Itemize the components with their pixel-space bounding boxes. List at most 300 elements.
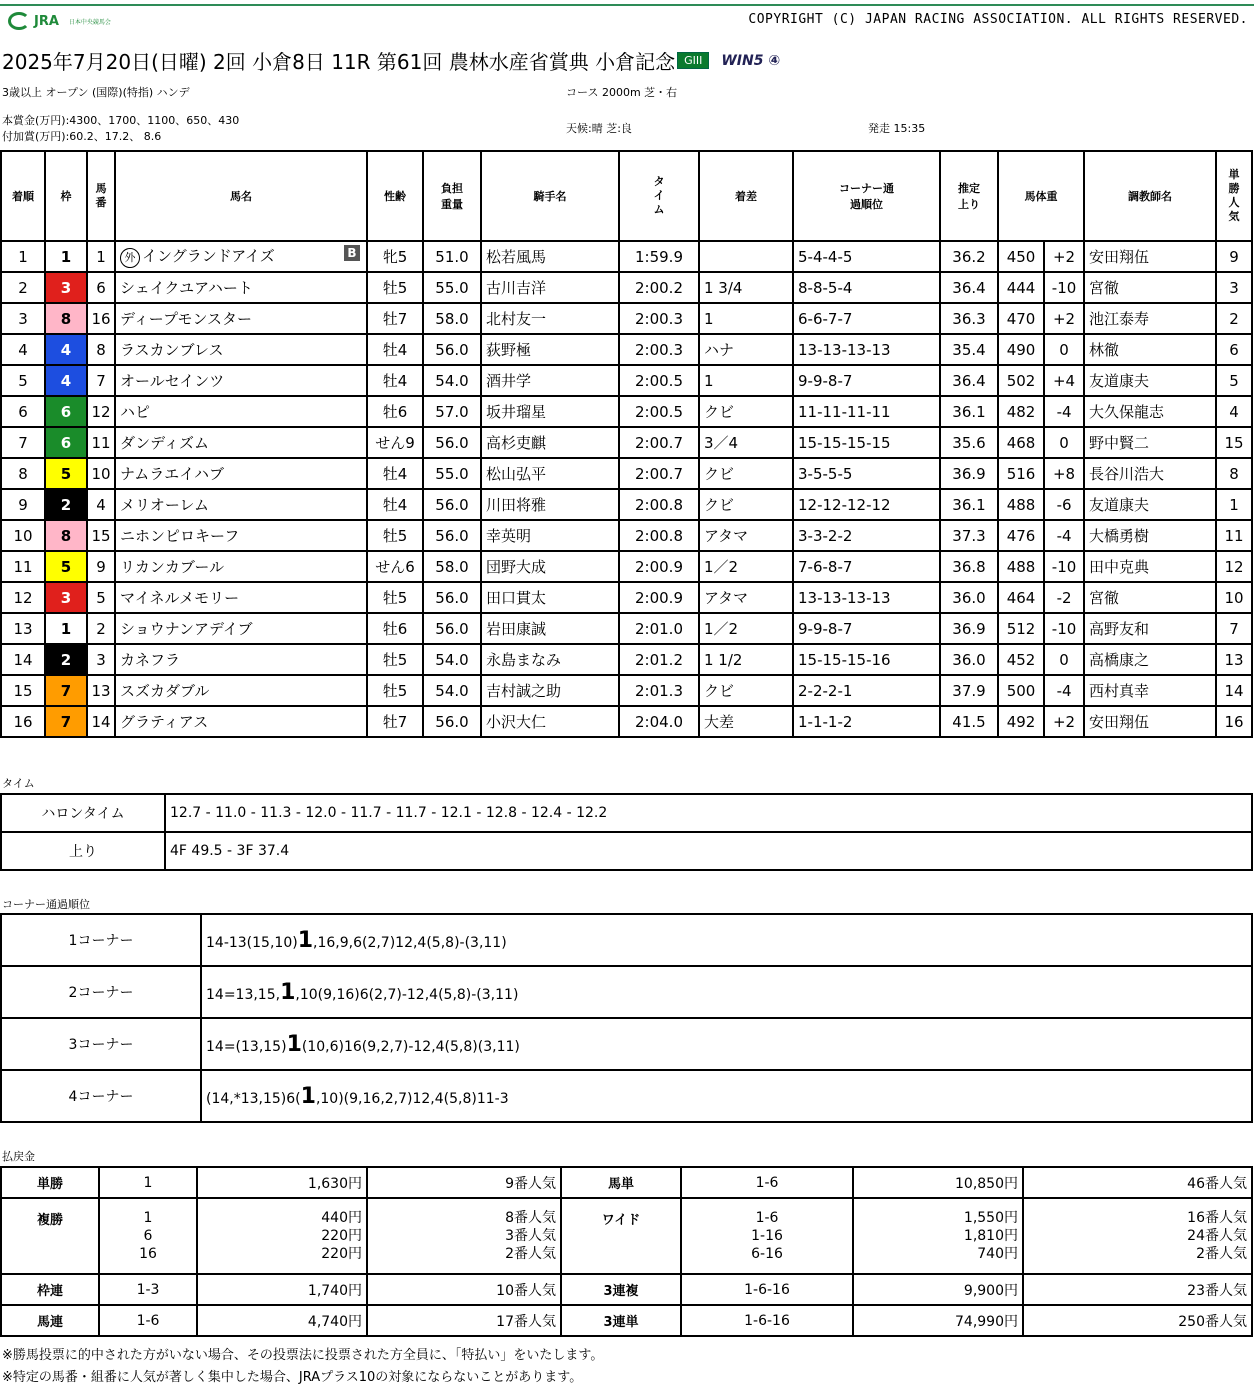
payout-row-tansho	[1, 1167, 1252, 1198]
col-corner	[793, 151, 940, 241]
fukusho-pop: 8番人気	[505, 1210, 556, 1226]
trainer-name[interactable]: 池江泰寿	[1084, 303, 1216, 334]
result-rank: 4	[1, 334, 45, 365]
result-num: 13	[87, 675, 115, 706]
result-sexage: 牡4	[367, 365, 423, 396]
result-waku	[45, 644, 87, 675]
trainer-name[interactable]: 大久保龍志	[1084, 396, 1216, 427]
fukusho-amount: 220円	[321, 1228, 362, 1244]
fukusho-amount: 440円	[321, 1210, 362, 1226]
jockey-name[interactable]: 小沢大仁	[481, 706, 619, 737]
result-last: 35.4	[940, 334, 998, 365]
result-row	[1, 241, 1252, 272]
result-margin: 1／2	[699, 551, 793, 582]
weather-info: 天候:晴 芝:良	[566, 122, 632, 135]
result-row	[1, 582, 1252, 613]
col-weight	[423, 151, 481, 241]
sanrentan-pop: 250番人気	[1023, 1305, 1252, 1336]
horse-name-text: ニホンピロキーフ	[120, 527, 240, 545]
result-body-diff: 0	[1044, 334, 1084, 365]
result-row	[1, 551, 1252, 582]
corner-order-pre: (14,*13,15)6(	[206, 1090, 301, 1107]
result-rank: 2	[1, 272, 45, 303]
result-rank: 12	[1, 582, 45, 613]
result-body-diff: +2	[1044, 303, 1084, 334]
foreign-mark-icon: 外	[120, 248, 140, 268]
trainer-name[interactable]: 西村真幸	[1084, 675, 1216, 706]
result-sexage: 牡5	[367, 675, 423, 706]
jockey-name[interactable]: 荻野極	[481, 334, 619, 365]
result-margin: 1 3/4	[699, 272, 793, 303]
result-num: 6	[87, 272, 115, 303]
fukusho-label: 複勝	[1, 1198, 99, 1274]
result-row	[1, 675, 1252, 706]
trainer-name[interactable]: 宮徹	[1084, 272, 1216, 303]
result-rank: 9	[1, 489, 45, 520]
horse-name[interactable]	[115, 458, 367, 489]
trainer-name[interactable]: 友道康夫	[1084, 365, 1216, 396]
result-num: 1	[87, 241, 115, 272]
result-body: 488	[998, 551, 1044, 582]
result-body-diff: +4	[1044, 365, 1084, 396]
time-table	[0, 793, 1253, 871]
sanrenpuku-combo: 1-6-16	[681, 1274, 853, 1305]
result-corner: 9-9-8-7	[793, 365, 940, 396]
horse-name[interactable]	[115, 489, 367, 520]
wakuren-label: 枠連	[1, 1274, 99, 1305]
waku-badge: 3	[46, 583, 86, 612]
result-body: 468	[998, 427, 1044, 458]
result-pop: 8	[1216, 458, 1252, 489]
result-last: 36.4	[940, 365, 998, 396]
jockey-name[interactable]: 松山弘平	[481, 458, 619, 489]
jockey-name[interactable]: 永島まなみ	[481, 644, 619, 675]
note-jra-plus10: ※特定の馬番・組番に人気が著しく集中した場合、JRAプラス10の対象にならないことがあります。	[2, 1370, 583, 1385]
result-weight: 56.0	[423, 334, 481, 365]
horse-name[interactable]	[115, 675, 367, 706]
result-time: 2:00.7	[619, 427, 699, 458]
horse-name-text: メリオーレム	[120, 496, 209, 514]
jockey-name[interactable]: 岩田康誠	[481, 613, 619, 644]
result-corner: 5-4-4-5	[793, 241, 940, 272]
horse-name[interactable]	[115, 272, 367, 303]
result-body-diff: -4	[1044, 520, 1084, 551]
results-table	[0, 150, 1253, 738]
result-body-diff: -10	[1044, 613, 1084, 644]
result-waku	[45, 582, 87, 613]
result-sexage: せん6	[367, 551, 423, 582]
result-waku	[45, 613, 87, 644]
result-margin: 大差	[699, 706, 793, 737]
result-last: 41.5	[940, 706, 998, 737]
result-sexage: 牡7	[367, 706, 423, 737]
fukusho-combos	[99, 1198, 197, 1274]
course-info: コース 2000m 芝・右	[566, 86, 678, 99]
col-name: 馬名	[115, 151, 367, 241]
result-row	[1, 613, 1252, 644]
result-waku	[45, 241, 87, 272]
result-rank: 7	[1, 427, 45, 458]
result-pop: 6	[1216, 334, 1252, 365]
result-rank: 11	[1, 551, 45, 582]
col-corner-label: コーナー通過順位	[839, 182, 894, 211]
waku-badge: 2	[46, 645, 86, 674]
waku-badge: 4	[46, 366, 86, 395]
corner-order-leader: 1	[280, 979, 296, 1005]
wide-pop: 2番人気	[1196, 1246, 1247, 1262]
wide-combo: 6-16	[751, 1246, 783, 1262]
result-time: 2:00.7	[619, 458, 699, 489]
result-body: 452	[998, 644, 1044, 675]
trainer-name[interactable]: 高野友和	[1084, 613, 1216, 644]
result-last: 36.2	[940, 241, 998, 272]
result-last: 36.9	[940, 458, 998, 489]
logo-subtext: 日本中央競馬会	[68, 18, 111, 26]
result-num: 4	[87, 489, 115, 520]
halon-value: 12.7 - 11.0 - 11.3 - 12.0 - 11.7 - 11.7 - 12.1 - 12.8 - 12.4 - 12.2	[165, 794, 1252, 832]
tansho-label: 単勝	[1, 1167, 99, 1198]
horse-name-text: イングランドアイズ	[142, 247, 275, 265]
sanrenpuku-pop: 23番人気	[1023, 1274, 1252, 1305]
fukusho-pops	[367, 1198, 561, 1274]
wide-pop: 24番人気	[1187, 1228, 1247, 1244]
horse-name[interactable]	[115, 613, 367, 644]
result-last: 36.4	[940, 272, 998, 303]
waku-badge: 5	[46, 459, 86, 488]
horse-name[interactable]	[115, 551, 367, 582]
jockey-name[interactable]: 松若風馬	[481, 241, 619, 272]
result-margin: クビ	[699, 675, 793, 706]
result-time: 2:00.8	[619, 489, 699, 520]
result-rank: 6	[1, 396, 45, 427]
waku-badge: 6	[46, 397, 86, 426]
result-row	[1, 396, 1252, 427]
fukusho-amount: 220円	[321, 1246, 362, 1262]
result-body: 470	[998, 303, 1044, 334]
waku-badge: 7	[46, 707, 86, 736]
waku-badge: 1	[46, 242, 86, 271]
result-body: 492	[998, 706, 1044, 737]
sanrentan-label: 3連単	[561, 1305, 681, 1336]
waku-badge: 4	[46, 335, 86, 364]
trainer-name[interactable]: 高橋康之	[1084, 644, 1216, 675]
result-body-diff: -6	[1044, 489, 1084, 520]
result-body: 488	[998, 489, 1044, 520]
start-time: 発走 15:35	[868, 122, 926, 135]
wide-combos	[681, 1198, 853, 1274]
result-weight: 54.0	[423, 365, 481, 396]
result-rank: 1	[1, 241, 45, 272]
wide-label: ワイド	[561, 1198, 681, 1274]
corner-order-pre: 14=13,15,	[206, 986, 281, 1003]
result-pop: 16	[1216, 706, 1252, 737]
corner-order-leader: 1	[300, 1083, 316, 1109]
horse-name[interactable]	[115, 582, 367, 613]
wide-amounts	[853, 1198, 1023, 1274]
corner-order-post: ,10)(9,16,2,7)12,4(5,8)11-3	[315, 1090, 509, 1107]
result-body: 450	[998, 241, 1044, 272]
result-pop: 1	[1216, 489, 1252, 520]
result-corner: 15-15-15-16	[793, 644, 940, 675]
result-body-diff: +8	[1044, 458, 1084, 489]
result-corner: 9-9-8-7	[793, 613, 940, 644]
fukusho-combo: 1	[143, 1210, 153, 1226]
corner-table	[0, 913, 1253, 1123]
result-margin: クビ	[699, 396, 793, 427]
result-rank: 14	[1, 644, 45, 675]
wide-pop: 16番人気	[1187, 1210, 1247, 1226]
horse-name[interactable]	[115, 365, 367, 396]
result-pop: 4	[1216, 396, 1252, 427]
blinker-icon: B	[344, 245, 360, 261]
result-margin: 1	[699, 365, 793, 396]
corner-order-leader: 1	[297, 927, 313, 953]
trainer-name[interactable]: 大橋勇樹	[1084, 520, 1216, 551]
horse-name[interactable]	[115, 706, 367, 737]
umatan-label: 馬単	[561, 1167, 681, 1198]
result-margin: クビ	[699, 458, 793, 489]
result-num: 5	[87, 582, 115, 613]
jockey-name[interactable]: 団野大成	[481, 551, 619, 582]
result-sexage: 牡5	[367, 520, 423, 551]
horse-name[interactable]	[115, 520, 367, 551]
trainer-name[interactable]: 田中克典	[1084, 551, 1216, 582]
result-margin: アタマ	[699, 582, 793, 613]
result-rank: 16	[1, 706, 45, 737]
horse-name-text: オールセインツ	[120, 372, 225, 390]
agari-row	[1, 832, 1252, 870]
result-margin	[699, 241, 793, 272]
horse-name[interactable]	[115, 303, 367, 334]
jockey-name[interactable]: 川田将雅	[481, 489, 619, 520]
result-num: 3	[87, 644, 115, 675]
umaren-amount: 4,740円	[197, 1305, 367, 1336]
result-body: 482	[998, 396, 1044, 427]
tansho-combo: 1	[99, 1167, 197, 1198]
result-body-diff: -4	[1044, 396, 1084, 427]
col-trainer: 調教師名	[1084, 151, 1216, 241]
result-body: 476	[998, 520, 1044, 551]
result-body: 512	[998, 613, 1044, 644]
result-body-diff: -10	[1044, 551, 1084, 582]
result-body: 516	[998, 458, 1044, 489]
payout-section-title: 払戻金	[2, 1150, 35, 1163]
result-corner: 3-5-5-5	[793, 458, 940, 489]
wide-amount: 740円	[977, 1246, 1018, 1262]
result-corner: 2-2-2-1	[793, 675, 940, 706]
result-num: 2	[87, 613, 115, 644]
result-last: 36.3	[940, 303, 998, 334]
horse-name-text: シェイクユアハート	[120, 279, 253, 297]
result-weight: 58.0	[423, 303, 481, 334]
race-conditions: 3歳以上 オープン (国際)(特指) ハンデ	[2, 86, 190, 99]
jra-logo[interactable]	[8, 10, 111, 32]
result-sexage: 牡6	[367, 396, 423, 427]
col-time	[619, 151, 699, 241]
jockey-name[interactable]: 坂井瑠星	[481, 396, 619, 427]
horse-name[interactable]	[115, 241, 367, 272]
col-rank: 着順	[1, 151, 45, 241]
result-time: 1:59.9	[619, 241, 699, 272]
trainer-name[interactable]: 宮徹	[1084, 582, 1216, 613]
horse-name-text: ダンディズム	[120, 434, 209, 452]
result-corner: 1-1-1-2	[793, 706, 940, 737]
fukusho-combo: 6	[143, 1228, 153, 1244]
copyright: COPYRIGHT (C) JAPAN RACING ASSOCIATION. ALL RIGHTS RESERVED.	[748, 12, 1248, 27]
result-last: 37.3	[940, 520, 998, 551]
result-corner: 13-13-13-13	[793, 334, 940, 365]
jockey-name[interactable]: 酒井学	[481, 365, 619, 396]
col-time-label: タイム	[653, 175, 665, 216]
result-row	[1, 644, 1252, 675]
result-body-diff: -4	[1044, 675, 1084, 706]
result-body: 490	[998, 334, 1044, 365]
fukusho-combo: 16	[139, 1246, 157, 1262]
trainer-name[interactable]: 長谷川浩大	[1084, 458, 1216, 489]
result-weight: 56.0	[423, 582, 481, 613]
col-num	[87, 151, 115, 241]
result-sexage: 牡6	[367, 613, 423, 644]
horse-name-text: スズカダブル	[120, 682, 210, 700]
trainer-name[interactable]: 林徹	[1084, 334, 1216, 365]
result-last: 36.9	[940, 613, 998, 644]
result-rank: 3	[1, 303, 45, 334]
col-margin: 着差	[699, 151, 793, 241]
result-last: 35.6	[940, 427, 998, 458]
result-sexage: 牡4	[367, 334, 423, 365]
result-corner: 7-6-8-7	[793, 551, 940, 582]
result-weight: 58.0	[423, 551, 481, 582]
halon-row	[1, 794, 1252, 832]
agari-label: 上り	[1, 832, 165, 870]
horse-name[interactable]	[115, 396, 367, 427]
corner-order	[201, 1018, 1252, 1070]
result-pop: 11	[1216, 520, 1252, 551]
prize-info: 本賞金(万円):4300、1700、1100、650、430	[2, 114, 240, 127]
result-weight: 56.0	[423, 706, 481, 737]
horse-name[interactable]	[115, 427, 367, 458]
result-corner: 13-13-13-13	[793, 582, 940, 613]
result-num: 16	[87, 303, 115, 334]
result-row	[1, 303, 1252, 334]
col-sexage: 性齢	[367, 151, 423, 241]
horse-name-text: ショウナンアデイブ	[120, 620, 253, 638]
waku-badge: 1	[46, 614, 86, 643]
corner-order-pre: 14=(13,15)	[206, 1038, 287, 1055]
result-weight: 56.0	[423, 613, 481, 644]
result-rank: 10	[1, 520, 45, 551]
result-body: 464	[998, 582, 1044, 613]
horse-name-text: ハピ	[120, 403, 151, 421]
col-body: 馬体重	[998, 151, 1084, 241]
result-time: 2:00.5	[619, 396, 699, 427]
result-body: 502	[998, 365, 1044, 396]
trainer-name[interactable]: 安田翔伍	[1084, 241, 1216, 272]
result-corner: 6-6-7-7	[793, 303, 940, 334]
sanrentan-combo: 1-6-16	[681, 1305, 853, 1336]
result-corner: 12-12-12-12	[793, 489, 940, 520]
jockey-name[interactable]: 吉村誠之助	[481, 675, 619, 706]
col-jockey: 騎手名	[481, 151, 619, 241]
corner-label: 3コーナー	[1, 1018, 201, 1070]
corner-label: 1コーナー	[1, 914, 201, 966]
result-waku	[45, 396, 87, 427]
horse-name[interactable]	[115, 644, 367, 675]
trainer-name[interactable]: 友道康夫	[1084, 489, 1216, 520]
umatan-combo: 1-6	[681, 1167, 853, 1198]
tansho-amount: 1,630円	[197, 1167, 367, 1198]
corner-label: 4コーナー	[1, 1070, 201, 1122]
result-pop: 15	[1216, 427, 1252, 458]
umaren-combo: 1-6	[99, 1305, 197, 1336]
col-pop	[1216, 151, 1252, 241]
horse-name-text: グラティアス	[120, 713, 209, 731]
waku-badge: 6	[46, 428, 86, 457]
result-last: 36.8	[940, 551, 998, 582]
jockey-name[interactable]: 高杉吏麒	[481, 427, 619, 458]
result-time: 2:00.9	[619, 551, 699, 582]
result-time: 2:00.3	[619, 303, 699, 334]
horse-name[interactable]	[115, 334, 367, 365]
result-row	[1, 272, 1252, 303]
corner-order-post: ,10(9,16)6(2,7)-12,4(5,8)-(3,11)	[295, 986, 519, 1003]
result-last: 36.1	[940, 396, 998, 427]
result-pop: 5	[1216, 365, 1252, 396]
result-num: 7	[87, 365, 115, 396]
jockey-name[interactable]: 幸英明	[481, 520, 619, 551]
time-section-title: タイム	[2, 777, 35, 790]
result-waku	[45, 427, 87, 458]
result-body-diff: -10	[1044, 272, 1084, 303]
result-waku	[45, 365, 87, 396]
result-num: 11	[87, 427, 115, 458]
result-body-diff: -2	[1044, 582, 1084, 613]
col-waku: 枠	[45, 151, 87, 241]
result-margin: アタマ	[699, 520, 793, 551]
wakuren-amount: 1,740円	[197, 1274, 367, 1305]
jockey-name[interactable]: 北村友一	[481, 303, 619, 334]
result-rank: 8	[1, 458, 45, 489]
jockey-name[interactable]: 古川吉洋	[481, 272, 619, 303]
result-last: 37.9	[940, 675, 998, 706]
jockey-name[interactable]: 田口貫太	[481, 582, 619, 613]
result-weight: 56.0	[423, 427, 481, 458]
corner-order	[201, 966, 1252, 1018]
sanrentan-amount: 74,990円	[853, 1305, 1023, 1336]
grade-badge: GIII	[677, 52, 709, 69]
result-num: 8	[87, 334, 115, 365]
wide-amount: 1,810円	[963, 1228, 1018, 1244]
trainer-name[interactable]: 安田翔伍	[1084, 706, 1216, 737]
tansho-pop: 9番人気	[367, 1167, 561, 1198]
agari-value: 4F 49.5 - 3F 37.4	[165, 832, 1252, 870]
waku-badge: 7	[46, 676, 86, 705]
col-last-label: 推定上り	[958, 182, 980, 211]
waku-badge: 8	[46, 304, 86, 333]
trainer-name[interactable]: 野中賢二	[1084, 427, 1216, 458]
result-waku	[45, 272, 87, 303]
col-last	[940, 151, 998, 241]
result-pop: 13	[1216, 644, 1252, 675]
result-num: 15	[87, 520, 115, 551]
result-sexage: 牡7	[367, 303, 423, 334]
race-title-row	[2, 46, 780, 75]
jra-logo-icon	[8, 12, 30, 30]
umaren-label: 馬連	[1, 1305, 99, 1336]
wide-combo: 1-6	[755, 1210, 779, 1226]
wakuren-pop: 10番人気	[367, 1274, 561, 1305]
result-corner: 15-15-15-15	[793, 427, 940, 458]
